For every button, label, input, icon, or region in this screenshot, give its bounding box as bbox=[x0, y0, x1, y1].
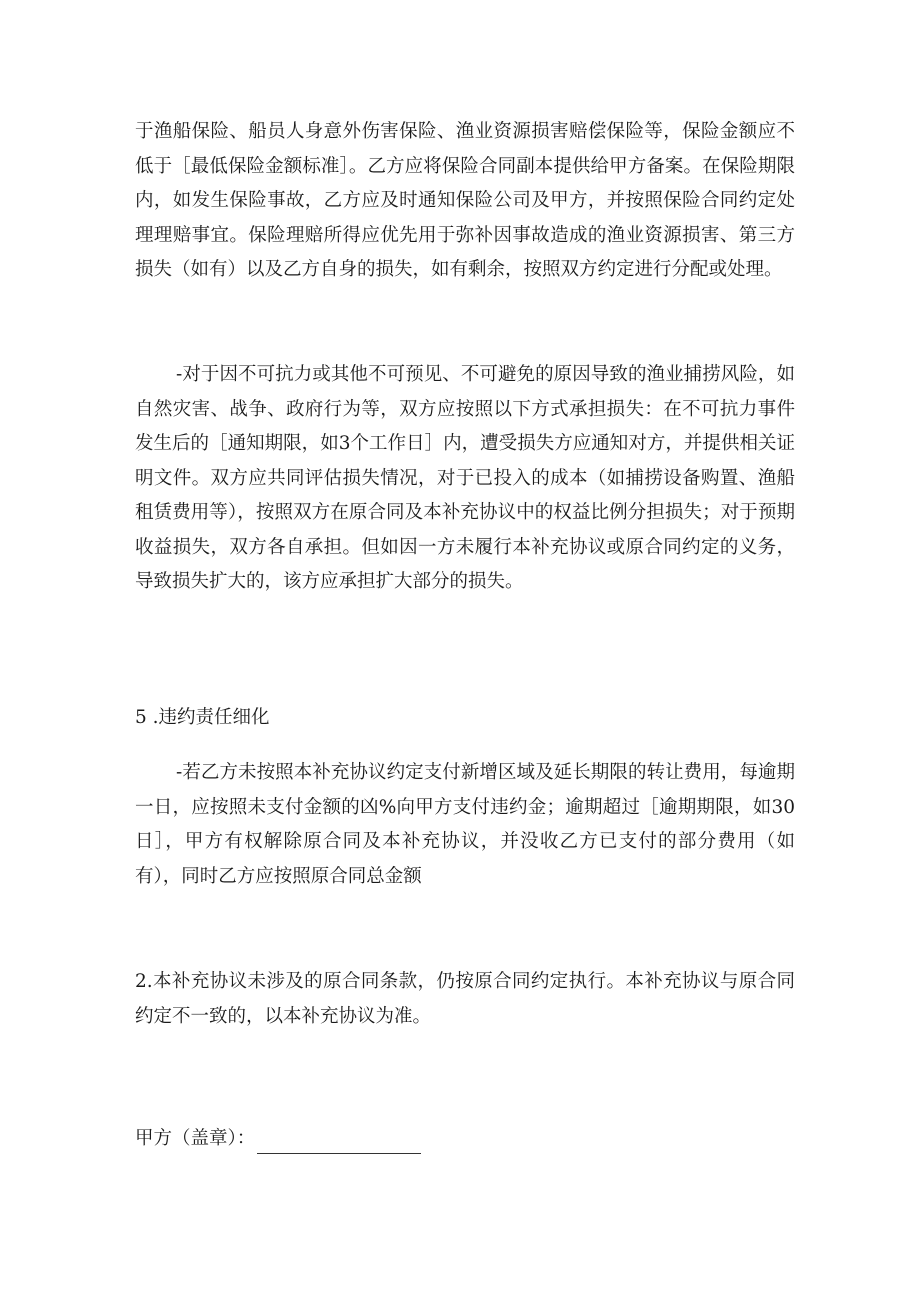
paragraph-insurance: 于渔船保险、船员人身意外伤害保险、渔业资源损害赔偿保险等，保险金额应不低于［最低保险金额标准］。乙方应将保险合同副本提供给甲方备案。在保险期限内，如发生保险事故，乙方应及时通知保险公司及甲方，并按照保险合同约定处理理赔事宜。保险理赔所得应优先用于弥补因事故造成的渔业资源损害、第三方损失（如有）以及乙方自身的损失，如有剩余，按照双方约定进行分配或处理。 bbox=[135, 121, 795, 280]
signature-party-a bbox=[135, 1124, 421, 1154]
signature-blank-line[interactable] bbox=[257, 1131, 421, 1154]
signature-label: 甲方（盖章）： bbox=[135, 1128, 256, 1149]
section-heading-breach: 5 .违约责任细化 bbox=[135, 707, 270, 728]
paragraph-late-payment: -若乙方未按照本补充协议约定支付新增区域及延长期限的转让费用，每逾期一日，应按照未支付金额的凶%向甲方支付违约金；逾期超过［逾期期限，如30日］，甲方有权解除原合同及本补充协议，并没收乙方已支付的部分费用（如有），同时乙方应按照原合同总金额 bbox=[135, 762, 795, 887]
paragraph-force-majeure: -对于因不可抗力或其他不可预见、不可避免的原因导致的渔业捕捞风险，如自然灾害、战争、政府行为等，双方应按照以下方式承担损失：在不可抗力事件发生后的［通知期限，如3个工作日］内，遭受损失方应通知对方，并提供相关证明文件。双方应共同评估损失情况，对于已投入的成本（如捕捞设备购置、渔船租赁费用等），按照双方在原合同及本补充协议中的权益比例分担损失；对于预期收益损失，双方各自承担。但如因一方未履行本补充协议或原合同约定的义务，导致损失扩大的，该方应承担扩大部分的损失。 bbox=[135, 364, 795, 592]
paragraph-supplementary-clause: 2.本补充协议未涉及的原合同条款，仍按原合同约定执行。本补充协议与原合同约定不一致的，以本补充协议为准。 bbox=[135, 971, 795, 1027]
